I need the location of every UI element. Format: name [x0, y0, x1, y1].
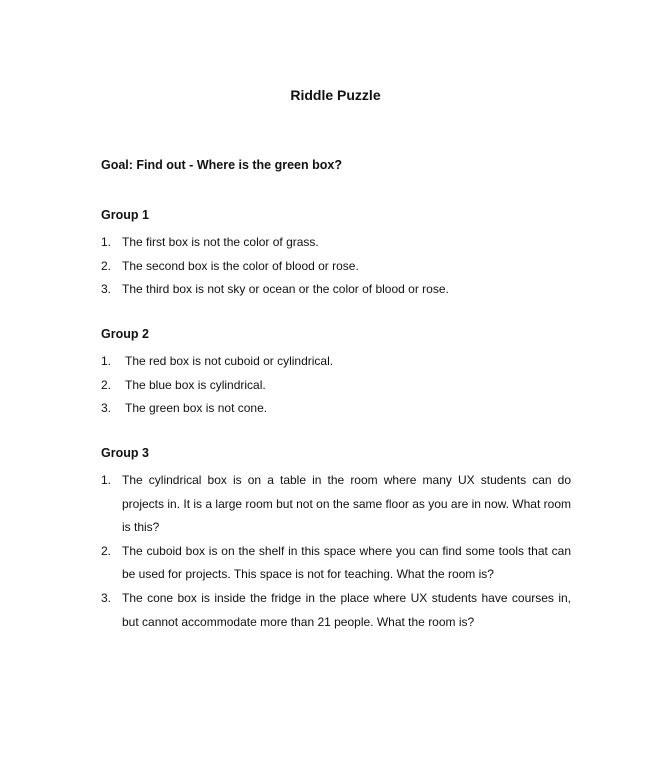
list-item-text: The first box is not the color of grass.: [122, 235, 319, 249]
list-item-text: The red box is not cuboid or cylindrical.: [125, 354, 334, 368]
list-item: [101, 231, 571, 255]
group-1-section: [101, 207, 571, 302]
list-item-text: The cylindrical box is on a table in the room where many UX students can do projects in. It is a large room but not on the same floor as you are in now. What room is this?: [122, 473, 571, 535]
list-item: [101, 278, 571, 302]
list-item: [101, 540, 571, 587]
group-1-list: [101, 231, 571, 302]
list-item-text: The cone box is inside the fridge in the place where UX students have courses in, but cannot accommodate more than 21 people. What the room is?: [122, 590, 571, 629]
list-item: [101, 587, 571, 634]
list-item-number: 3.: [101, 282, 112, 297]
list-item-number: 3.: [101, 590, 112, 605]
list-item-number: 1.: [101, 354, 112, 368]
list-item-number: 3.: [101, 401, 112, 416]
list-item: [101, 469, 571, 540]
list-item-number: 1.: [101, 235, 112, 249]
list-item-number: 2.: [101, 543, 112, 558]
group-1-heading: Group 1: [101, 208, 149, 222]
page-title: Riddle Puzzle: [290, 87, 381, 103]
list-item-text: The blue box is cylindrical.: [125, 377, 266, 392]
list-item: [101, 374, 571, 398]
list-item-number: 2.: [101, 258, 112, 273]
goal-statement: Goal: Find out - Where is the green box?: [101, 158, 342, 172]
list-item: [101, 350, 571, 374]
group-3-section: [101, 445, 571, 634]
list-item: [101, 255, 571, 279]
list-item-text: The cuboid box is on the shelf in this space where you can find some tools that can be used for projects. This space is not for teaching. What the room is?: [122, 543, 571, 582]
list-item-text: The green box is not cone.: [125, 401, 268, 416]
list-item-number: 1.: [101, 473, 112, 487]
list-item-text: The third box is not sky or ocean or the color of blood or rose.: [122, 282, 449, 297]
list-item-text: The second box is the color of blood or rose.: [122, 258, 359, 273]
group-3-heading: Group 3: [101, 446, 149, 460]
group-2-list: [101, 350, 571, 421]
list-item: [101, 397, 571, 421]
group-2-heading: Group 2: [101, 327, 149, 341]
list-item-number: 2.: [101, 377, 112, 392]
group-2-section: [101, 326, 571, 421]
group-3-list: [101, 469, 571, 634]
